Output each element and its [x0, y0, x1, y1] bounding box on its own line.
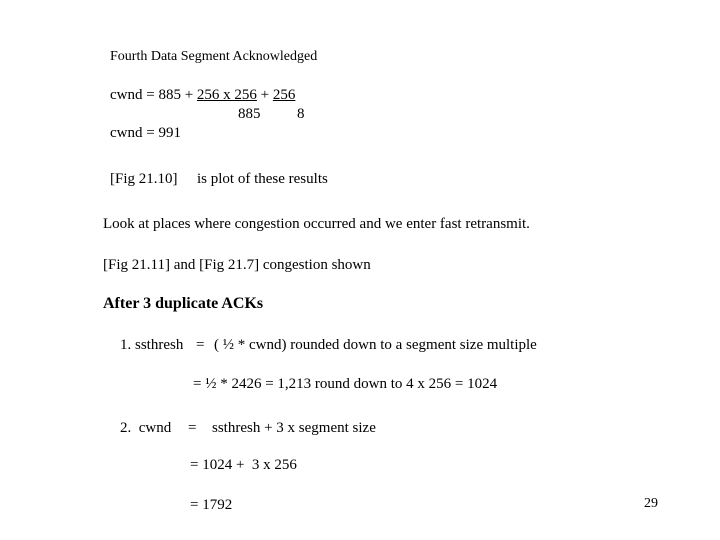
slide-heading: Fourth Data Segment Acknowledged	[110, 49, 318, 64]
cwnd-formula-line	[110, 88, 295, 103]
step-2-calculation-2: = 1792	[190, 497, 233, 513]
section-title: After 3 duplicate ACKs	[103, 295, 264, 312]
formula-prefix: cwnd = 885 +	[110, 87, 197, 103]
step-1-equals: =	[196, 337, 205, 353]
step-2-equals: =	[188, 420, 197, 436]
formula-denominator-1: 885	[238, 106, 261, 122]
fig-refs-line: [Fig 21.11] and [Fig 21.7] congestion shown	[103, 257, 371, 273]
formula-term-1: 256 x 256	[196, 87, 257, 103]
page-number: 29	[644, 496, 658, 511]
step-1-label: 1. ssthresh	[120, 337, 184, 353]
fig-description: is plot of these results	[197, 171, 328, 187]
formula-denominator-2: 8	[297, 106, 305, 122]
formula-plus: +	[256, 87, 273, 103]
step-1-expression: ( ½ * cwnd) rounded down to a segment size multiple	[214, 337, 537, 353]
congestion-note: Look at places where congestion occurred and we enter fast retransmit.	[103, 216, 530, 232]
step-1-calculation: = ½ * 2426 = 1,213 round down to 4 x 256 = 1024	[193, 376, 498, 392]
step-2-calculation-1: = 1024 + 3 x 256	[190, 457, 297, 473]
cwnd-result: cwnd = 991	[110, 125, 181, 141]
step-2-label: 2. cwnd	[120, 420, 172, 436]
formula-term-2: 256	[272, 87, 296, 103]
step-2-expression: ssthresh + 3 x segment size	[212, 420, 376, 436]
fig-ref-21-10: [Fig 21.10]	[110, 171, 178, 187]
